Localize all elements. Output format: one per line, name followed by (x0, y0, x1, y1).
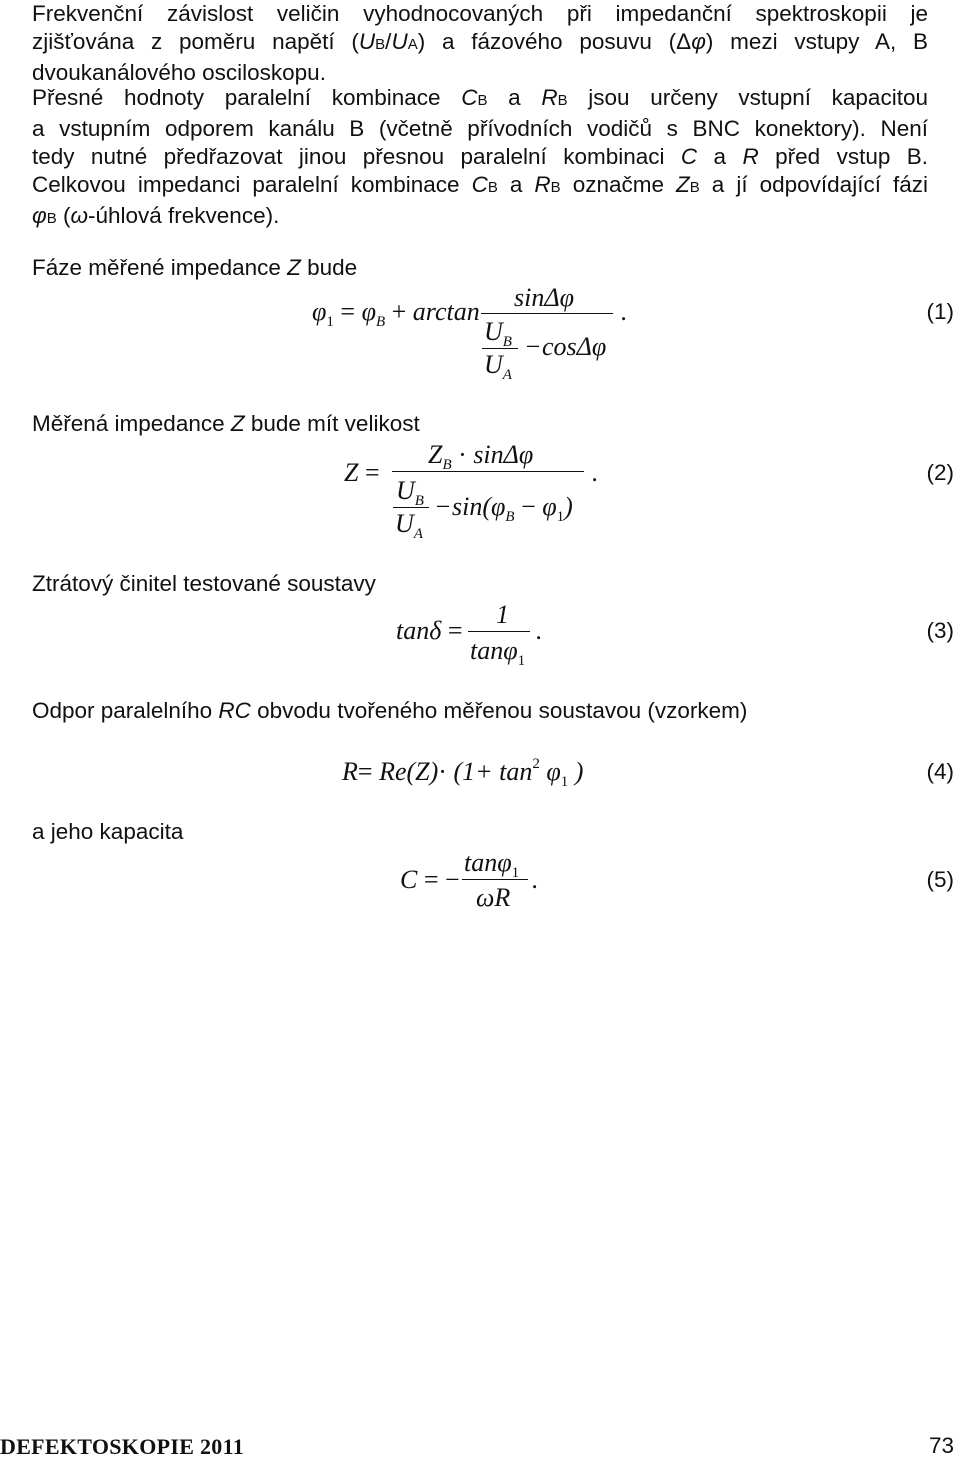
journal-footer: DEFEKTOSKOPIE 2011 (0, 1434, 244, 1459)
text-line: φB (ω-úhlová frekvence). (32, 203, 280, 228)
page-number: 73 (928, 1433, 954, 1458)
text-line: zjišťována z poměru napětí (UB/UA) a fázového posuvu (Δφ) mezi vstupy A, B (32, 29, 928, 54)
equation-number: (2) (926, 460, 954, 485)
text-line: Frekvenční závislost veličin vyhodnocovaných při impedanční spektroskopii je (32, 1, 928, 26)
heading-loss-factor: Ztrátový činitel testované soustavy (32, 571, 376, 596)
text-line: Přesné hodnoty paralelní kombinace CB a RB jsou určeny vstupní kapacitou (32, 85, 928, 110)
text-line: Celkovou impedanci paralelní kombinace CB a RB označme ZB a jí odpovídající fázi (32, 172, 928, 197)
text-line: a vstupním odporem kanálu B (včetně přívodních vodičů s BNC konektory). Není (32, 116, 928, 141)
heading-magnitude: Měřená impedance Z bude mít velikost (32, 411, 420, 436)
text-line: tedy nutné předřazovat jinou přesnou paralelní kombinaci C a R před vstup B. (32, 144, 929, 169)
heading-capacitance: a jeho kapacita (32, 819, 184, 844)
heading-phase: Fáze měřené impedance Z bude (32, 255, 358, 280)
text-line: dvoukanálového osciloskopu. (32, 60, 326, 85)
paragraph-intro (32, 0, 928, 87)
paragraph-parallel (32, 84, 928, 233)
equation-number: (3) (926, 618, 954, 643)
heading-resistance: Odpor paralelního RC obvodu tvořeného měřenou soustavou (vzorkem) (32, 698, 748, 723)
equation-number: (4) (926, 759, 954, 784)
equation-number: (5) (926, 867, 954, 892)
equation-number: (1) (926, 299, 954, 324)
